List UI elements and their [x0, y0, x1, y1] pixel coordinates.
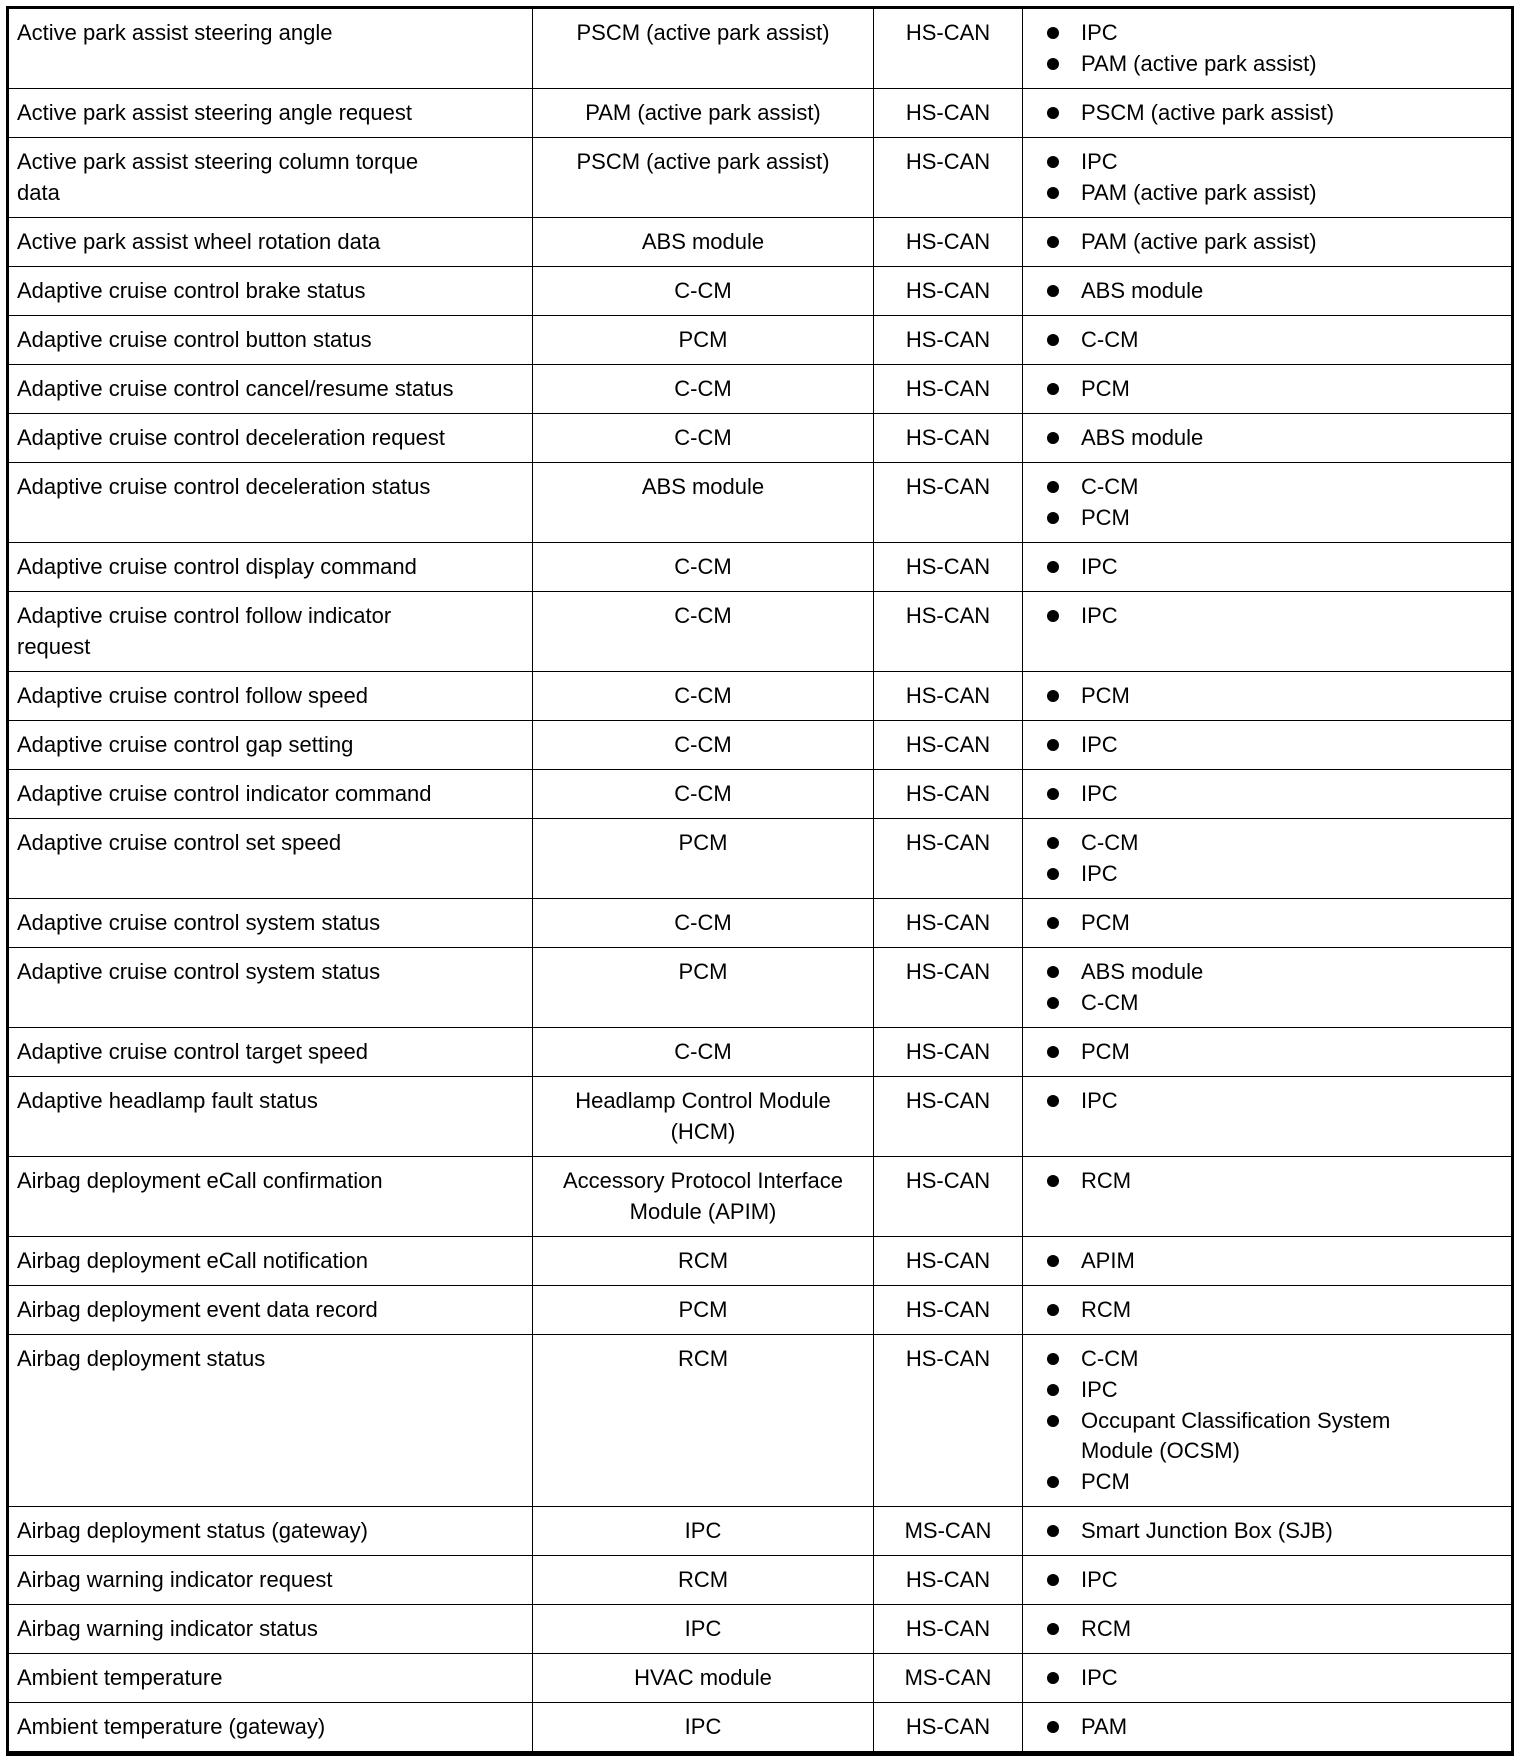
table-body: [8, 8, 1513, 1754]
message-name-cell: Adaptive cruise control deceleration status: [8, 463, 533, 543]
message-name-cell: Active park assist steering angle: [8, 8, 533, 89]
source-module-cell: C-CM: [533, 267, 874, 316]
source-module-cell: PSCM (active park assist): [533, 138, 874, 218]
receiver-modules-cell: [1023, 899, 1513, 948]
receiver-module-label: PCM: [1081, 683, 1130, 708]
source-module-cell: PSCM (active park assist): [533, 8, 874, 89]
network-cell: HS-CAN: [874, 592, 1023, 672]
receiver-list-item: [1043, 551, 1503, 582]
receiver-modules-cell: [1023, 819, 1513, 899]
table-row: [8, 138, 1513, 218]
bullet-icon: [1047, 156, 1059, 168]
receiver-modules-cell: [1023, 8, 1513, 89]
receiver-list-item: [1043, 146, 1503, 177]
receiver-list-item: [1043, 1036, 1503, 1067]
source-module-cell: RCM: [533, 1556, 874, 1605]
source-module-cell: C-CM: [533, 414, 874, 463]
receiver-module-label: APIM: [1081, 1248, 1135, 1273]
message-name-cell: Adaptive cruise control gap setting: [8, 721, 533, 770]
receiver-list-item: [1043, 1294, 1503, 1325]
receiver-list-item: [1043, 778, 1503, 809]
message-name-cell: Active park assist steering angle request: [8, 89, 533, 138]
table-row: [8, 770, 1513, 819]
receiver-modules-cell: [1023, 1703, 1513, 1754]
source-module-cell: ABS module: [533, 463, 874, 543]
message-name-cell: Adaptive cruise control set speed: [8, 819, 533, 899]
table-row: [8, 414, 1513, 463]
receiver-list-item: [1043, 17, 1503, 48]
message-name-cell: Adaptive cruise control system status: [8, 948, 533, 1028]
table-row: [8, 89, 1513, 138]
bullet-icon: [1047, 481, 1059, 493]
source-module-cell: PCM: [533, 316, 874, 365]
receiver-module-label: IPC: [1081, 732, 1118, 757]
receiver-list-item: [1043, 48, 1503, 79]
source-module-cell: ABS module: [533, 218, 874, 267]
network-cell: HS-CAN: [874, 1028, 1023, 1077]
table-row: [8, 218, 1513, 267]
receiver-module-label: RCM: [1081, 1616, 1132, 1641]
receiver-list-item: [1043, 1564, 1503, 1595]
receiver-modules-cell: [1023, 1605, 1513, 1654]
receiver-list-item: [1043, 1711, 1503, 1742]
network-cell: HS-CAN: [874, 1157, 1023, 1237]
message-name-cell: Airbag warning indicator status: [8, 1605, 533, 1654]
network-cell: HS-CAN: [874, 819, 1023, 899]
source-module-cell: C-CM: [533, 1028, 874, 1077]
receiver-modules-cell: [1023, 1237, 1513, 1286]
network-cell: HS-CAN: [874, 218, 1023, 267]
receiver-modules-cell: [1023, 89, 1513, 138]
message-name-cell: Adaptive cruise control button status: [8, 316, 533, 365]
bullet-icon: [1047, 788, 1059, 800]
bullet-icon: [1047, 187, 1059, 199]
network-cell: HS-CAN: [874, 721, 1023, 770]
receiver-list-item: [1043, 956, 1503, 987]
bullet-icon: [1047, 236, 1059, 248]
bullet-icon: [1047, 690, 1059, 702]
table-row: [8, 1157, 1513, 1237]
receiver-module-label: PSCM (active park assist): [1081, 100, 1335, 125]
receiver-module-label: Occupant Classification System Module (OCSM): [1081, 1408, 1391, 1463]
receiver-modules-cell: [1023, 543, 1513, 592]
bullet-icon: [1047, 1175, 1059, 1187]
message-name-cell: Adaptive cruise control indicator command: [8, 770, 533, 819]
bullet-icon: [1047, 739, 1059, 751]
receiver-modules-cell: [1023, 721, 1513, 770]
bullet-icon: [1047, 432, 1059, 444]
receiver-list-item: [1043, 502, 1503, 533]
message-name-cell: Adaptive cruise control display command: [8, 543, 533, 592]
receiver-list-item: [1043, 1085, 1503, 1116]
table-row: [8, 1028, 1513, 1077]
bullet-icon: [1047, 512, 1059, 524]
message-name-cell: Ambient temperature (gateway): [8, 1703, 533, 1754]
receiver-list-item: [1043, 729, 1503, 760]
receiver-modules-cell: [1023, 1507, 1513, 1556]
bullet-icon: [1047, 1304, 1059, 1316]
message-name-cell: Adaptive cruise control deceleration request: [8, 414, 533, 463]
bullet-icon: [1047, 1095, 1059, 1107]
network-cell: HS-CAN: [874, 8, 1023, 89]
network-cell: HS-CAN: [874, 267, 1023, 316]
message-name-cell: Airbag warning indicator request: [8, 1556, 533, 1605]
message-name-cell: Ambient temperature: [8, 1654, 533, 1703]
table-row: [8, 1335, 1513, 1507]
receiver-module-label: PCM: [1081, 376, 1130, 401]
table-row: [8, 592, 1513, 672]
receiver-list-item: [1043, 422, 1503, 453]
receiver-module-label: PAM (active park assist): [1081, 51, 1317, 76]
receiver-list-item: [1043, 1374, 1503, 1405]
receiver-module-label: C-CM: [1081, 327, 1139, 352]
source-module-cell: C-CM: [533, 899, 874, 948]
table-row: [8, 1654, 1513, 1703]
table-row: [8, 267, 1513, 316]
receiver-list-item: [1043, 97, 1503, 128]
receiver-module-label: IPC: [1081, 20, 1118, 45]
receiver-module-label: PAM (active park assist): [1081, 180, 1317, 205]
source-module-cell: PCM: [533, 819, 874, 899]
receiver-list-item: [1043, 471, 1503, 502]
receiver-modules-cell: [1023, 218, 1513, 267]
bullet-icon: [1047, 1046, 1059, 1058]
receiver-module-label: PAM (active park assist): [1081, 229, 1317, 254]
table-row: [8, 948, 1513, 1028]
receiver-list-item: [1043, 1662, 1503, 1693]
message-name-cell: Active park assist wheel rotation data: [8, 218, 533, 267]
table-row: [8, 543, 1513, 592]
network-cell: HS-CAN: [874, 1077, 1023, 1157]
receiver-module-label: IPC: [1081, 1088, 1118, 1113]
bullet-icon: [1047, 868, 1059, 880]
table-row: [8, 1237, 1513, 1286]
receiver-modules-cell: [1023, 672, 1513, 721]
source-module-cell: Headlamp Control Module (HCM): [533, 1077, 874, 1157]
receiver-modules-cell: [1023, 414, 1513, 463]
receiver-modules-cell: [1023, 1157, 1513, 1237]
receiver-modules-cell: [1023, 267, 1513, 316]
table-row: [8, 819, 1513, 899]
network-cell: HS-CAN: [874, 543, 1023, 592]
bullet-icon: [1047, 610, 1059, 622]
bullet-icon: [1047, 1623, 1059, 1635]
message-name-cell: Airbag deployment event data record: [8, 1286, 533, 1335]
receiver-module-label: PCM: [1081, 1039, 1130, 1064]
bullet-icon: [1047, 1384, 1059, 1396]
receiver-list-item: [1043, 600, 1503, 631]
table-row: [8, 1703, 1513, 1754]
receiver-module-label: IPC: [1081, 554, 1118, 579]
receiver-module-label: PCM: [1081, 910, 1130, 935]
message-name-cell: Active park assist steering column torque data: [8, 138, 533, 218]
network-cell: HS-CAN: [874, 1703, 1023, 1754]
bullet-icon: [1047, 917, 1059, 929]
source-module-cell: IPC: [533, 1605, 874, 1654]
receiver-list-item: [1043, 275, 1503, 306]
source-module-cell: IPC: [533, 1507, 874, 1556]
message-name-cell: Adaptive cruise control system status: [8, 899, 533, 948]
source-module-cell: C-CM: [533, 365, 874, 414]
network-cell: HS-CAN: [874, 365, 1023, 414]
message-name-cell: Airbag deployment eCall confirmation: [8, 1157, 533, 1237]
receiver-module-label: C-CM: [1081, 474, 1139, 499]
network-cell: HS-CAN: [874, 1237, 1023, 1286]
bullet-icon: [1047, 561, 1059, 573]
bullet-icon: [1047, 966, 1059, 978]
table-row: [8, 1605, 1513, 1654]
source-module-cell: PCM: [533, 948, 874, 1028]
network-cell: HS-CAN: [874, 1335, 1023, 1507]
bullet-icon: [1047, 1721, 1059, 1733]
message-name-cell: Adaptive cruise control brake status: [8, 267, 533, 316]
table-row: [8, 1077, 1513, 1157]
receiver-module-label: IPC: [1081, 1377, 1118, 1402]
receiver-list-item: [1043, 987, 1503, 1018]
receiver-modules-cell: [1023, 1335, 1513, 1507]
network-cell: HS-CAN: [874, 672, 1023, 721]
receiver-list-item: [1043, 1245, 1503, 1276]
bullet-icon: [1047, 334, 1059, 346]
receiver-module-label: IPC: [1081, 781, 1118, 806]
message-name-cell: Airbag deployment status (gateway): [8, 1507, 533, 1556]
receiver-modules-cell: [1023, 463, 1513, 543]
receiver-list-item: [1043, 1165, 1503, 1196]
bullet-icon: [1047, 837, 1059, 849]
message-name-cell: Airbag deployment eCall notification: [8, 1237, 533, 1286]
receiver-modules-cell: [1023, 592, 1513, 672]
receiver-module-label: ABS module: [1081, 278, 1204, 303]
receiver-list-item: [1043, 1405, 1503, 1466]
bullet-icon: [1047, 1476, 1059, 1488]
message-name-cell: Airbag deployment status: [8, 1335, 533, 1507]
source-module-cell: Accessory Protocol Interface Module (APIM): [533, 1157, 874, 1237]
receiver-module-label: PCM: [1081, 1469, 1130, 1494]
bullet-icon: [1047, 1353, 1059, 1365]
receiver-module-label: ABS module: [1081, 425, 1204, 450]
receiver-list-item: [1043, 1515, 1503, 1546]
table-row: [8, 316, 1513, 365]
receiver-list-item: [1043, 324, 1503, 355]
network-cell: HS-CAN: [874, 948, 1023, 1028]
receiver-list-item: [1043, 1466, 1503, 1497]
network-cell: HS-CAN: [874, 89, 1023, 138]
source-module-cell: IPC: [533, 1703, 874, 1754]
receiver-modules-cell: [1023, 316, 1513, 365]
network-cell: HS-CAN: [874, 1605, 1023, 1654]
receiver-modules-cell: [1023, 1654, 1513, 1703]
receiver-module-label: C-CM: [1081, 830, 1139, 855]
receiver-module-label: IPC: [1081, 1567, 1118, 1592]
network-cell: MS-CAN: [874, 1507, 1023, 1556]
receiver-modules-cell: [1023, 1028, 1513, 1077]
table-row: [8, 1507, 1513, 1556]
receiver-modules-cell: [1023, 138, 1513, 218]
message-name-cell: Adaptive headlamp fault status: [8, 1077, 533, 1157]
network-message-table: [6, 6, 1514, 1756]
receiver-module-label: RCM: [1081, 1168, 1132, 1193]
network-cell: MS-CAN: [874, 1654, 1023, 1703]
source-module-cell: C-CM: [533, 543, 874, 592]
bullet-icon: [1047, 1525, 1059, 1537]
bullet-icon: [1047, 383, 1059, 395]
bullet-icon: [1047, 285, 1059, 297]
receiver-module-label: C-CM: [1081, 1346, 1139, 1371]
source-module-cell: HVAC module: [533, 1654, 874, 1703]
receiver-module-label: C-CM: [1081, 990, 1139, 1015]
bullet-icon: [1047, 1415, 1059, 1427]
message-name-cell: Adaptive cruise control follow speed: [8, 672, 533, 721]
receiver-list-item: [1043, 1343, 1503, 1374]
receiver-module-label: IPC: [1081, 603, 1118, 628]
source-module-cell: RCM: [533, 1237, 874, 1286]
bullet-icon: [1047, 997, 1059, 1009]
receiver-modules-cell: [1023, 1286, 1513, 1335]
table-row: [8, 899, 1513, 948]
message-name-cell: Adaptive cruise control target speed: [8, 1028, 533, 1077]
receiver-module-label: IPC: [1081, 1665, 1118, 1690]
receiver-module-label: RCM: [1081, 1297, 1132, 1322]
receiver-list-item: [1043, 177, 1503, 208]
source-module-cell: PAM (active park assist): [533, 89, 874, 138]
table-row: [8, 463, 1513, 543]
source-module-cell: C-CM: [533, 721, 874, 770]
message-name-cell: Adaptive cruise control follow indicator request: [8, 592, 533, 672]
source-module-cell: C-CM: [533, 770, 874, 819]
receiver-modules-cell: [1023, 365, 1513, 414]
message-name-cell: Adaptive cruise control cancel/resume status: [8, 365, 533, 414]
table-row: [8, 8, 1513, 89]
receiver-modules-cell: [1023, 1077, 1513, 1157]
table-row: [8, 672, 1513, 721]
bullet-icon: [1047, 107, 1059, 119]
table-row: [8, 1556, 1513, 1605]
table-row: [8, 365, 1513, 414]
bullet-icon: [1047, 1672, 1059, 1684]
receiver-module-label: Smart Junction Box (SJB): [1081, 1518, 1333, 1543]
bullet-icon: [1047, 27, 1059, 39]
receiver-modules-cell: [1023, 1556, 1513, 1605]
network-cell: HS-CAN: [874, 899, 1023, 948]
source-module-cell: C-CM: [533, 672, 874, 721]
bullet-icon: [1047, 58, 1059, 70]
table-row: [8, 721, 1513, 770]
source-module-cell: RCM: [533, 1335, 874, 1507]
bullet-icon: [1047, 1574, 1059, 1586]
network-cell: HS-CAN: [874, 1556, 1023, 1605]
receiver-list-item: [1043, 907, 1503, 938]
receiver-module-label: IPC: [1081, 861, 1118, 886]
receiver-list-item: [1043, 680, 1503, 711]
receiver-list-item: [1043, 226, 1503, 257]
bullet-icon: [1047, 1255, 1059, 1267]
receiver-list-item: [1043, 858, 1503, 889]
receiver-module-label: IPC: [1081, 149, 1118, 174]
network-cell: HS-CAN: [874, 1286, 1023, 1335]
table-row: [8, 1286, 1513, 1335]
receiver-list-item: [1043, 827, 1503, 858]
receiver-module-label: ABS module: [1081, 959, 1204, 984]
network-cell: HS-CAN: [874, 316, 1023, 365]
receiver-module-label: PCM: [1081, 505, 1130, 530]
network-cell: HS-CAN: [874, 463, 1023, 543]
network-cell: HS-CAN: [874, 770, 1023, 819]
receiver-list-item: [1043, 1613, 1503, 1644]
receiver-modules-cell: [1023, 770, 1513, 819]
source-module-cell: PCM: [533, 1286, 874, 1335]
receiver-list-item: [1043, 373, 1503, 404]
network-cell: HS-CAN: [874, 138, 1023, 218]
source-module-cell: C-CM: [533, 592, 874, 672]
network-cell: HS-CAN: [874, 414, 1023, 463]
receiver-module-label: PAM: [1081, 1714, 1128, 1739]
receiver-modules-cell: [1023, 948, 1513, 1028]
